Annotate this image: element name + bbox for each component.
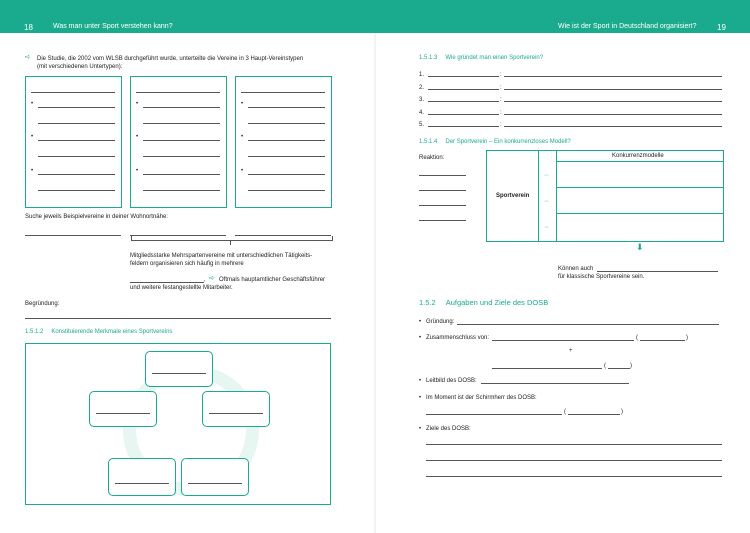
answer-line[interactable] [25,318,331,319]
feature-box-left [89,391,157,427]
step-number: 2. [419,85,425,91]
answer-line[interactable] [457,324,719,325]
answer-line[interactable] [209,413,263,414]
answer-line[interactable] [504,76,722,77]
colon: : [500,72,502,78]
feature-box-bottom-right [181,458,249,496]
leitbild-label: Leitbild des DOSB: [426,378,477,384]
section-1514-heading [419,139,571,145]
answer-line[interactable] [504,126,722,127]
club-type-box-1 [25,76,122,208]
answer-line[interactable] [248,140,325,141]
feature-box-right [202,391,270,427]
section-number: 1.5.1.3 [419,55,438,61]
left-page-number: 18 [24,23,33,32]
multi-sport-text-line2: feldern organisieren sich häufig in mehrere [130,261,244,267]
colon: : [500,122,502,128]
answer-line[interactable] [38,174,115,175]
right-page-number: 19 [717,23,726,32]
right-running-title: Wie ist der Sport in Deutschland organisiert? [558,23,697,30]
answer-line[interactable] [640,340,685,341]
table-divider [556,161,723,162]
page-header [0,0,750,33]
paren-open: ( [636,335,638,341]
paren-close: ) [621,409,623,415]
bullet: • [419,335,422,341]
answer-line[interactable] [419,175,466,176]
bullet: • [136,168,139,174]
bullet: • [419,378,422,384]
answer-line[interactable] [152,373,206,374]
feature-box-top [145,351,213,387]
answer-line[interactable] [143,174,220,175]
bullet: • [136,101,139,107]
left-running-title: Was man unter Sport verstehen kann? [53,23,173,30]
answer-line[interactable] [241,92,325,93]
section-number: 1.5.1.2 [25,329,44,335]
intro-text-line1: Die Studie, die 2002 vom WLSB durchgeführt wurde, unterteilte die Vereine in 3 Haupt-Vereinstypen [37,56,304,62]
bullet: • [419,319,422,325]
zusammenschluss-label: Zusammenschluss von: [426,335,490,341]
multi-sport-text-line1: Mitgliedsstarke Mehrspartenvereine mit unterschiedlichen Tätigkeits- [130,253,313,259]
colon: : [500,97,502,103]
answer-line[interactable] [428,101,499,102]
answer-line[interactable] [143,156,220,157]
answer-line[interactable] [248,107,325,108]
bullet: • [31,101,34,107]
answer-line[interactable] [419,220,466,221]
table-divider [556,187,723,188]
answer-line[interactable] [248,174,325,175]
reason-label: Begründung: [25,301,60,307]
answer-line[interactable] [504,89,722,90]
paren-close: ) [630,363,632,369]
answer-line[interactable] [130,282,204,283]
section-1512-heading [25,329,172,335]
arrow-down-icon: ⬇ [636,242,644,252]
answer-line[interactable] [504,101,722,102]
double-arrow-icon: ⇔ [543,172,550,179]
table-divider [556,213,723,214]
section-152-heading [419,298,548,307]
paren-open: ( [604,363,606,369]
answer-line[interactable] [38,123,115,124]
answer-line[interactable] [25,235,121,236]
club-type-box-2 [130,76,227,208]
answer-line[interactable] [419,190,466,191]
arrow-right-icon: ➪ [209,275,215,282]
bullet: • [241,168,244,174]
brace-tick [230,240,231,245]
answer-line[interactable] [136,92,220,93]
answer-line[interactable] [426,476,722,477]
answer-line[interactable] [248,156,325,157]
reaction-label: Reaktion: [419,155,445,161]
plus-sign: + [569,348,573,354]
answer-line[interactable] [492,368,602,369]
section-title: Der Sportverein – Ein konkurrenzloses Modell? [445,139,571,145]
section-title: Konstituierende Merkmale eines Sportvereins [51,329,173,335]
comma: , [204,277,206,283]
answer-line[interactable] [419,205,466,206]
answer-line[interactable] [492,340,634,341]
staff-text: und weitere festangestellte Mitarbeiter. [130,285,233,291]
section-1513-heading [419,55,543,61]
page-gutter [374,33,376,533]
answer-line[interactable] [608,368,630,369]
answer-line[interactable] [38,107,115,108]
answer-line[interactable] [188,483,242,484]
step-number: 5. [419,122,425,128]
answer-line[interactable] [426,460,722,461]
answer-line[interactable] [38,156,115,157]
colon: : [500,110,502,116]
bullet: • [31,168,34,174]
grouping-brace [131,236,333,241]
answer-line[interactable] [143,107,220,108]
bullet: • [419,395,422,401]
search-prompt: Suche jeweils Beispielvereine in deiner Wohnortnähe: [25,214,168,220]
intro-text-line2: (mit verschiedenen Untertypen): [37,64,123,70]
answer-line[interactable] [38,190,115,191]
section-title: Wie gründet man einen Sportverein? [445,55,544,61]
answer-line[interactable] [504,114,722,115]
colon: : [500,85,502,91]
section-title: Aufgaben und Ziele des DOSB [445,298,549,307]
answer-line[interactable] [426,414,562,415]
konkurrenz-header: Konkurrenzmodelle [612,153,664,159]
bullet: • [241,134,244,140]
club-type-box-3 [235,76,332,208]
answer-line[interactable] [597,271,718,272]
schirmherr-label: Im Moment ist der Schirmherr des DOSB: [426,395,537,401]
answer-line[interactable] [568,414,620,415]
answer-line[interactable] [143,123,220,124]
step-number: 4. [419,110,425,116]
table-divider [538,150,539,241]
answer-line[interactable] [428,126,499,127]
often-text: Oftmals hauptamtlicher Geschäftsführer [219,277,326,283]
answer-line[interactable] [428,114,499,115]
answer-line[interactable] [426,444,722,445]
bullet: • [31,134,34,140]
bullet: • [136,134,139,140]
paren-open: ( [564,409,566,415]
double-arrow-icon: ⇔ [543,198,550,205]
section-number: 1.5.2 [419,298,436,307]
answer-line[interactable] [96,413,150,414]
section-number: 1.5.1.4 [419,139,438,145]
feature-box-bottom-left [108,458,176,496]
answer-line[interactable] [428,76,499,77]
sportverein-label: Sportverein [496,193,530,199]
step-number: 1. [419,72,425,78]
klassische-text: für klassische Sportvereine sein. [558,274,645,280]
ziele-label: Ziele des DOSB: [426,426,471,432]
step-number: 3. [419,97,425,103]
answer-line[interactable] [115,483,169,484]
answer-line[interactable] [248,190,325,191]
koennen-auch-text: Können auch [558,266,594,272]
answer-line[interactable] [31,92,115,93]
answer-line[interactable] [428,89,499,90]
table-divider [556,150,557,241]
bullet: • [419,426,422,432]
answer-line[interactable] [143,190,220,191]
answer-line[interactable] [143,140,220,141]
arrow-right-icon: ➪ [25,54,31,61]
answer-line[interactable] [38,140,115,141]
answer-line[interactable] [481,383,629,384]
gruendung-label: Gründung: [426,319,455,325]
paren-close: ) [686,335,688,341]
double-arrow-icon: ⇔ [543,224,550,231]
bullet: • [241,101,244,107]
answer-line[interactable] [248,123,325,124]
